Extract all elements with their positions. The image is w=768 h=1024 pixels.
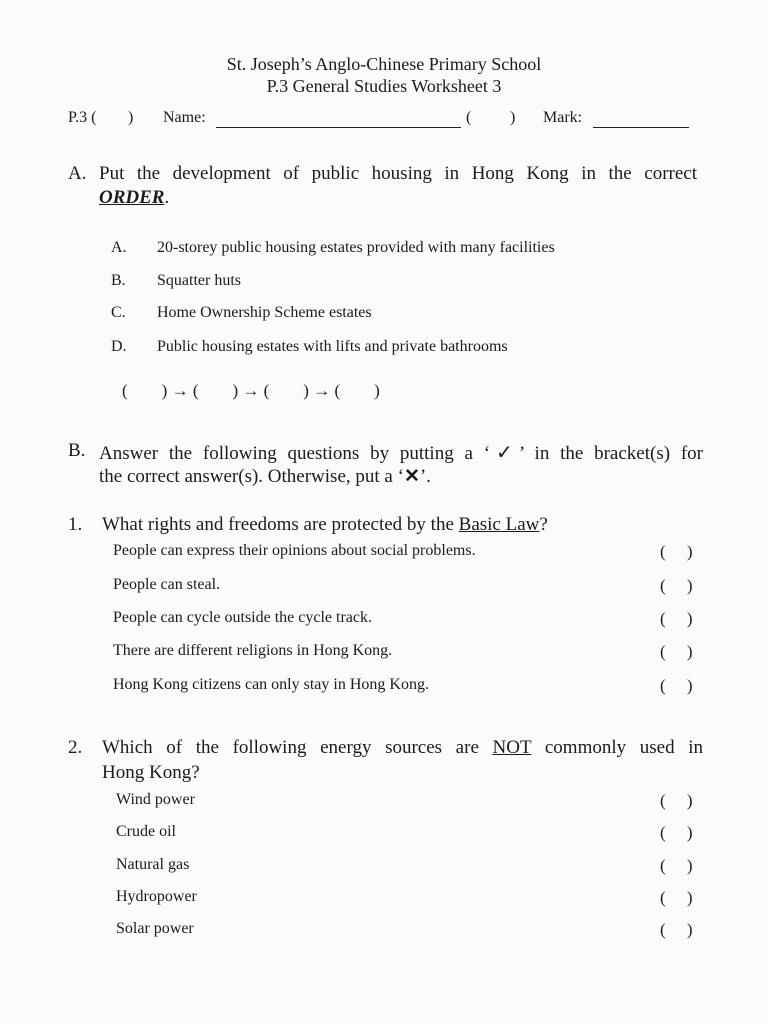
q1-item-2: People can steal. bbox=[113, 576, 221, 593]
school-name: St. Joseph’s Anglo-Chinese Primary School bbox=[226, 54, 542, 74]
section-b-line2-start: the correct answer(s). Otherwise, put a ‘ bbox=[99, 466, 404, 487]
option-a-text: 20-storey public housing estates provided with many facilities bbox=[157, 239, 555, 256]
section-a-line2 bbox=[99, 187, 169, 209]
q2-answer-bracket-4[interactable]: ( ) bbox=[660, 888, 693, 907]
q2-answer-bracket-3[interactable]: ( ) bbox=[660, 856, 693, 875]
q1-answer-bracket-2[interactable]: ( ) bbox=[660, 576, 693, 595]
q2-answer-bracket-2[interactable]: ( ) bbox=[660, 823, 693, 842]
order-emphasis: ORDER bbox=[99, 187, 165, 208]
section-a-line1: Put the development of public housing in Hong Kong in the correct bbox=[99, 163, 697, 184]
q1-answer-bracket-3[interactable]: ( ) bbox=[660, 609, 693, 628]
section-b-line2 bbox=[99, 465, 431, 488]
option-d-letter: D. bbox=[111, 338, 127, 355]
q1-item-5: Hong Kong citizens can only stay in Hong Kong. bbox=[113, 676, 429, 693]
q1-question bbox=[102, 514, 548, 536]
mark-field[interactable] bbox=[593, 113, 689, 133]
not-underlined: NOT bbox=[492, 737, 532, 758]
class-no-close: ) bbox=[510, 109, 516, 126]
q2-item-3: Natural gas bbox=[116, 856, 190, 873]
q1-item-1: People can express their opinions about social problems. bbox=[113, 542, 476, 559]
basic-law-underlined: Basic Law bbox=[458, 514, 540, 535]
section-b-line2-end: ’. bbox=[419, 466, 431, 487]
class-no-open: ( bbox=[466, 109, 472, 126]
q1-number: 1. bbox=[68, 514, 83, 535]
option-c-text: Home Ownership Scheme estates bbox=[157, 304, 372, 321]
q2-answer-bracket-1[interactable]: ( ) bbox=[660, 791, 693, 810]
q1-text-start: What rights and freedoms are protected by the bbox=[102, 514, 454, 535]
section-a-period: . bbox=[164, 187, 170, 208]
q2-line1 bbox=[102, 737, 703, 759]
q2-line1-start: Which of the following energy sources are bbox=[102, 737, 479, 758]
q2-item-1: Wind power bbox=[116, 791, 195, 808]
q2-line2: Hong Kong? bbox=[102, 762, 200, 783]
q1-answer-bracket-4[interactable]: ( ) bbox=[660, 642, 693, 661]
q2-item-4: Hydropower bbox=[116, 888, 197, 905]
option-d-text: Public housing estates with lifts and private bathrooms bbox=[157, 338, 508, 355]
q1-answer-bracket-5[interactable]: ( ) bbox=[660, 676, 693, 695]
section-b-line1-start: Answer the following questions by putting a ‘ bbox=[99, 443, 491, 464]
q1-answer-bracket-1[interactable]: ( ) bbox=[660, 542, 693, 561]
cross-mark-icon: ✕ bbox=[403, 466, 420, 487]
q2-line1-end: commonly used in bbox=[544, 737, 704, 758]
q2-item-2: Crude oil bbox=[116, 823, 176, 840]
option-b-letter: B. bbox=[111, 272, 126, 289]
option-c-letter: C. bbox=[111, 304, 126, 321]
section-b-line1-end: ’ in the bracket(s) for bbox=[518, 443, 703, 464]
order-sequence[interactable]: ( ) → ( ) → ( ) → ( ) bbox=[122, 381, 380, 400]
q2-answer-bracket-5[interactable]: ( ) bbox=[660, 920, 693, 939]
option-a-letter: A. bbox=[111, 239, 127, 256]
name-label: Name: bbox=[163, 109, 206, 126]
class-close: ) bbox=[128, 109, 134, 126]
check-mark-icon: ✓ bbox=[490, 442, 519, 464]
class-label-text: P.3 ( bbox=[68, 109, 97, 126]
q2-item-5: Solar power bbox=[116, 920, 194, 937]
q1-item-3: People can cycle outside the cycle track. bbox=[113, 609, 372, 626]
q1-text-end: ? bbox=[539, 514, 548, 535]
q1-item-4: There are different religions in Hong Kong. bbox=[113, 642, 393, 659]
section-b-letter: B. bbox=[68, 440, 86, 461]
class-label bbox=[68, 109, 96, 127]
worksheet-title: P.3 General Studies Worksheet 3 bbox=[266, 76, 502, 96]
section-a-letter: A. bbox=[68, 163, 87, 184]
option-b-text: Squatter huts bbox=[157, 272, 241, 289]
q2-number: 2. bbox=[68, 737, 83, 758]
section-b-line1 bbox=[99, 440, 703, 465]
mark-label: Mark: bbox=[543, 109, 583, 126]
name-field[interactable] bbox=[216, 113, 461, 133]
